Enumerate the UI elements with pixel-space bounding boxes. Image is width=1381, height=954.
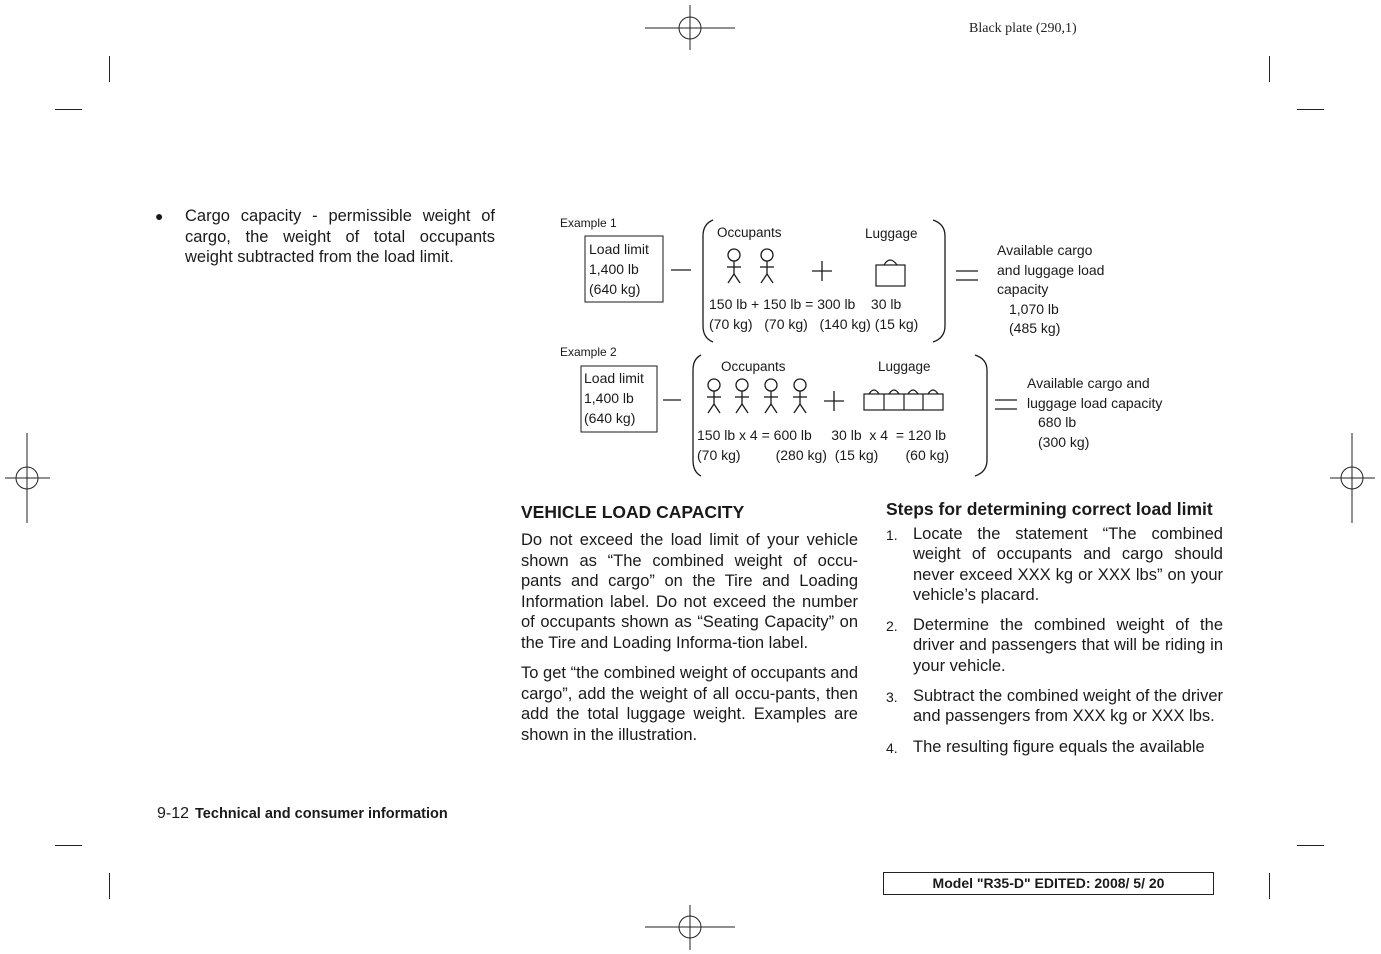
steps-section <box>886 500 1223 767</box>
result-1-line3: capacity <box>997 281 1049 297</box>
result-2-line3: 680 lb <box>1038 414 1077 430</box>
page-number: 9-12 <box>157 805 190 822</box>
right-paren-2 <box>975 355 987 476</box>
luggage-label-2: Luggage <box>878 359 931 374</box>
steps-list <box>886 524 1223 757</box>
vehicle-load-para-1: Do not exceed the load limit of your vehicle shown as “The combined weight of occu-pants and cargo” on the Tire and Loading Information label. Do not exceed the number of occupants shown as “Seating Capacity” on the Tire and Loading Informa-tion label. <box>521 531 858 652</box>
result-1-line5: (485 kg) <box>1009 320 1061 336</box>
calc-line2-2: (70 kg) (280 kg) (15 kg) (60 kg) <box>697 447 950 463</box>
person-icon <box>735 379 749 413</box>
calc-line1-1: 150 lb + 150 lb = 300 lb 30 lb <box>709 296 902 312</box>
person-icon <box>760 249 774 283</box>
registration-mark-bottom <box>645 905 735 950</box>
section-title: Technical and consumer information <box>195 806 448 822</box>
luggage-icon <box>876 260 905 286</box>
example-1 <box>560 216 1104 342</box>
person-icon <box>793 379 807 413</box>
list-item: 4. The resulting figure equals the available <box>886 737 1205 756</box>
plate-label: Black plate (290,1) <box>969 21 1077 36</box>
load-limit-lb-1: 1,400 lb <box>589 261 639 277</box>
load-limit-kg-2: (640 kg) <box>584 410 636 426</box>
occupants-label-2: Occupants <box>721 359 786 374</box>
registration-mark-left <box>5 433 50 523</box>
example-1-label: Example 1 <box>560 216 617 230</box>
result-2-line2: luggage load capacity <box>1027 395 1163 411</box>
bullet-item <box>155 206 495 268</box>
list-item: 2. Determine the combined weight of the driver and passengers that will be riding in your vehicle. <box>886 616 1223 675</box>
result-2-line4: (300 kg) <box>1038 434 1090 450</box>
load-limit-title-2: Load limit <box>584 370 644 386</box>
person-icon <box>727 249 741 283</box>
bullet-text: Cargo capacity - permissible weight of cargo, the weight of total occupants weight subtracted from the load limit. <box>185 207 495 266</box>
model-box: Model "R35-D" EDITED: 2008/ 5/ 20 <box>883 872 1214 895</box>
calc-line1-2: 150 lb x 4 = 600 lb 30 lb x 4 = 120 lb <box>697 427 947 443</box>
vehicle-load-heading: VEHICLE LOAD CAPACITY <box>521 502 745 522</box>
load-capacity-diagram <box>555 210 1175 480</box>
load-limit-lb-2: 1,400 lb <box>584 390 634 406</box>
equals-sign-2 <box>995 400 1017 409</box>
occupants-label-1: Occupants <box>717 225 782 240</box>
person-icon <box>707 379 721 413</box>
result-1-line1: Available cargo <box>997 242 1093 258</box>
registration-mark-top <box>645 5 735 50</box>
right-paren-1 <box>933 220 945 342</box>
list-item: 1. Locate the statement “The combined weight of occupants and cargo should never exceed XXX kg or XXX lbs” on your vehicle’s placard. <box>886 525 1223 604</box>
luggage-group-icon <box>864 390 943 410</box>
load-limit-kg-1: (640 kg) <box>589 281 641 297</box>
calc-line2-1: (70 kg) (70 kg) (140 kg) (15 kg) <box>709 316 919 332</box>
registration-mark-right <box>1330 433 1375 523</box>
load-limit-title-1: Load limit <box>589 241 649 257</box>
example-2 <box>560 345 1162 476</box>
page-footer <box>157 805 448 823</box>
steps-heading: Steps for determining correct load limit <box>886 499 1213 519</box>
vehicle-load-para-2: To get “the combined weight of occupants and cargo”, add the weight of all occu-pants, then add the total luggage weight. Examples are shown in the illustration. <box>521 664 858 744</box>
luggage-label-1: Luggage <box>865 226 918 241</box>
person-icon <box>764 379 778 413</box>
example-2-label: Example 2 <box>560 345 617 359</box>
equals-sign-1 <box>956 271 978 280</box>
plus-sign-2 <box>824 391 844 411</box>
list-item: 3. Subtract the combined weight of the driver and passengers from XXX kg or XXX lbs. <box>886 687 1223 726</box>
vehicle-load-section <box>521 502 858 755</box>
result-2-line1: Available cargo and <box>1027 375 1150 391</box>
result-1-line2: and luggage load <box>997 262 1105 278</box>
result-1-line4: 1,070 lb <box>1009 301 1059 317</box>
plus-sign-1 <box>812 261 832 281</box>
bullet-icon: ● <box>155 208 164 224</box>
